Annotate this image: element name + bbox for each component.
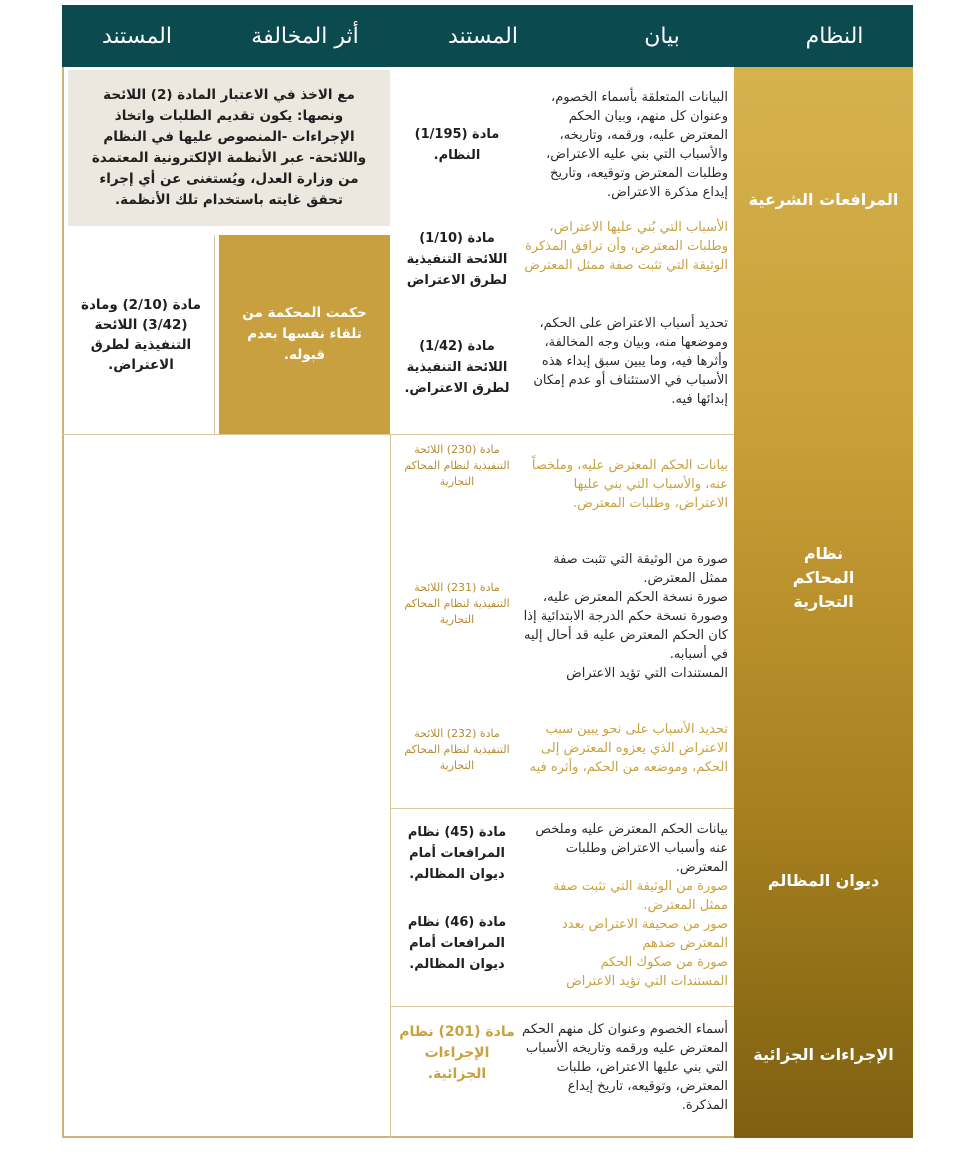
grievances-desc-2a: صورة من الوثيقة التي تثبت صفة ممثل المعترض. xyxy=(553,879,728,913)
sharia-desc-3: تحديد أسباب الاعتراض على الحكم، وموضعها منه، وبيان وجه المخالفة، وأثرها فيه، وما يبين سبق إبداء هذه الأسباب في الاستئناف أو عدم إمكان إبدائها فيه. xyxy=(533,316,728,407)
grievances-desc xyxy=(522,820,728,991)
grievances-desc-2b: صور من صحيفة الاعتراض بعدد المعترض ضدهم xyxy=(561,917,728,951)
table-header xyxy=(62,5,913,67)
section-sharia: المرافعات الشرعية xyxy=(748,190,899,209)
divider-vertical xyxy=(390,434,391,1138)
grievances-desc-1: بيانات الحكم المعترض عليه وملخص عنه وأسباب الاعتراض وطلبات المعترض. xyxy=(535,822,728,875)
sharia-desc-1: البيانات المتعلقة بأسماء الخصوم، وعنوان كل منهم، وبيان الحكم المعترض عليه، ورقمه، وتاريخه، والأسباب التي بني عليه الاعتراض، وطلبات المعترض وتوقيعه، وتاريخ إيداع مذكرة الاعتراض. xyxy=(546,90,728,200)
grievances-desc-2c: صورة من صكوك الحكم xyxy=(600,955,728,970)
divider-commercial xyxy=(390,808,734,809)
grievances-ref-2: مادة (46) نظام المرافعات أمام ديوان المظالم. xyxy=(407,915,507,972)
sharia-effect: حكمت المحكمة من تلقاء نفسها بعدم قبوله. xyxy=(219,235,390,434)
sharia-note: مع الاخذ في الاعتبار المادة (2) اللائحة ونصها: يكون تقديم الطلبات واتخاذ الإجراءات -المنصوص عليها في النظام واللائحة- عبر الأنظمة الإلكترونية المعتمدة من وزارة العدل، ويُستغنى عن أي إجراء تحقق غايته باستخدام تلك الأنظمة. xyxy=(68,70,390,226)
sharia-desc-2: الأسباب التي بُني عليها الاعتراض، وطلبات المعترض، وأن ترافق المذكرة الوثيقة التي تثبت صفة ممثل المعترض xyxy=(524,220,728,273)
divider-sharia xyxy=(62,434,734,435)
commercial-desc-2b: صورة نسخة الحكم المعترض عليه، وصورة نسخة حكم الدرجة الابتدائية إذا كان الحكم المعترض عليه قد أحال إليه في أسبابه. xyxy=(523,590,728,662)
grievances-desc-2d: المستندات التي تؤيد الاعتراض xyxy=(566,974,728,989)
commercial-desc-2c: المستندات التي تؤيد الاعتراض xyxy=(566,666,728,681)
sharia-ref-3: مادة (1/42) اللائحة التنفيذية لطرق الاعتراض. xyxy=(404,339,510,396)
header-document: المستند xyxy=(448,23,518,49)
divider-grievances xyxy=(390,1006,734,1007)
section-grievances: ديوان المظالم xyxy=(767,871,880,890)
commercial-ref-2: مادة (231) اللائحة التنفيذية لنظام المحاكم التجارية xyxy=(404,581,510,626)
commercial-desc-2a: صورة من الوثيقة التي تثبت صفة ممثل المعترض. xyxy=(553,552,728,586)
header-violation-effect: أثر المخالفة xyxy=(251,23,359,49)
header-statement: بيان xyxy=(644,23,680,49)
sharia-effect-document: مادة (2/10) ومادة (3/42) اللائحة التنفيذية لطرق الاعتراض. xyxy=(81,296,201,373)
criminal-ref-1: مادة (201) نظام الإجراءات الجزائية. xyxy=(399,1024,515,1082)
grievances-ref-1: مادة (45) نظام المرافعات أمام ديوان المظالم. xyxy=(407,825,507,882)
commercial-desc-3: تحديد الأسباب على نحو يبين سبب الاعتراض الذي يعزوه المعترض إلى الحكم، وموضعه من الحكم، وأثره فيه xyxy=(529,722,728,775)
header-document-2: المستند xyxy=(102,23,172,49)
sharia-ref-2: مادة (1/10) اللائحة التنفيذية لطرق الاعتراض xyxy=(406,231,508,288)
commercial-desc-1: بيانات الحكم المعترض عليه، وملخصاً عنه، والأسباب التي بني عليها الاعتراض، وطلبات المعترض. xyxy=(531,458,728,511)
divider-vertical-2 xyxy=(214,235,215,434)
section-commercial: نظام المحاكم التجارية xyxy=(792,544,855,611)
commercial-ref-1: مادة (230) اللائحة التنفيذية لنظام المحاكم التجارية xyxy=(404,443,510,488)
section-criminal: الإجراءات الجزائية xyxy=(753,1045,894,1064)
header-system: النظام xyxy=(805,23,864,49)
commercial-desc-2 xyxy=(522,550,728,683)
commercial-ref-3: مادة (232) اللائحة التنفيذية لنظام المحاكم التجارية xyxy=(404,727,510,772)
criminal-desc-1: أسماء الخصوم وعنوان كل منهم الحكم المعترض عليه ورقمه وتاريخه الأسباب التي بني عليها الاعتراض، طلبات المعترض، وتوقيعه، تاريخ إيداع المذكرة. xyxy=(522,1022,728,1113)
sharia-ref-1: مادة (1/195) النظام. xyxy=(414,127,500,163)
